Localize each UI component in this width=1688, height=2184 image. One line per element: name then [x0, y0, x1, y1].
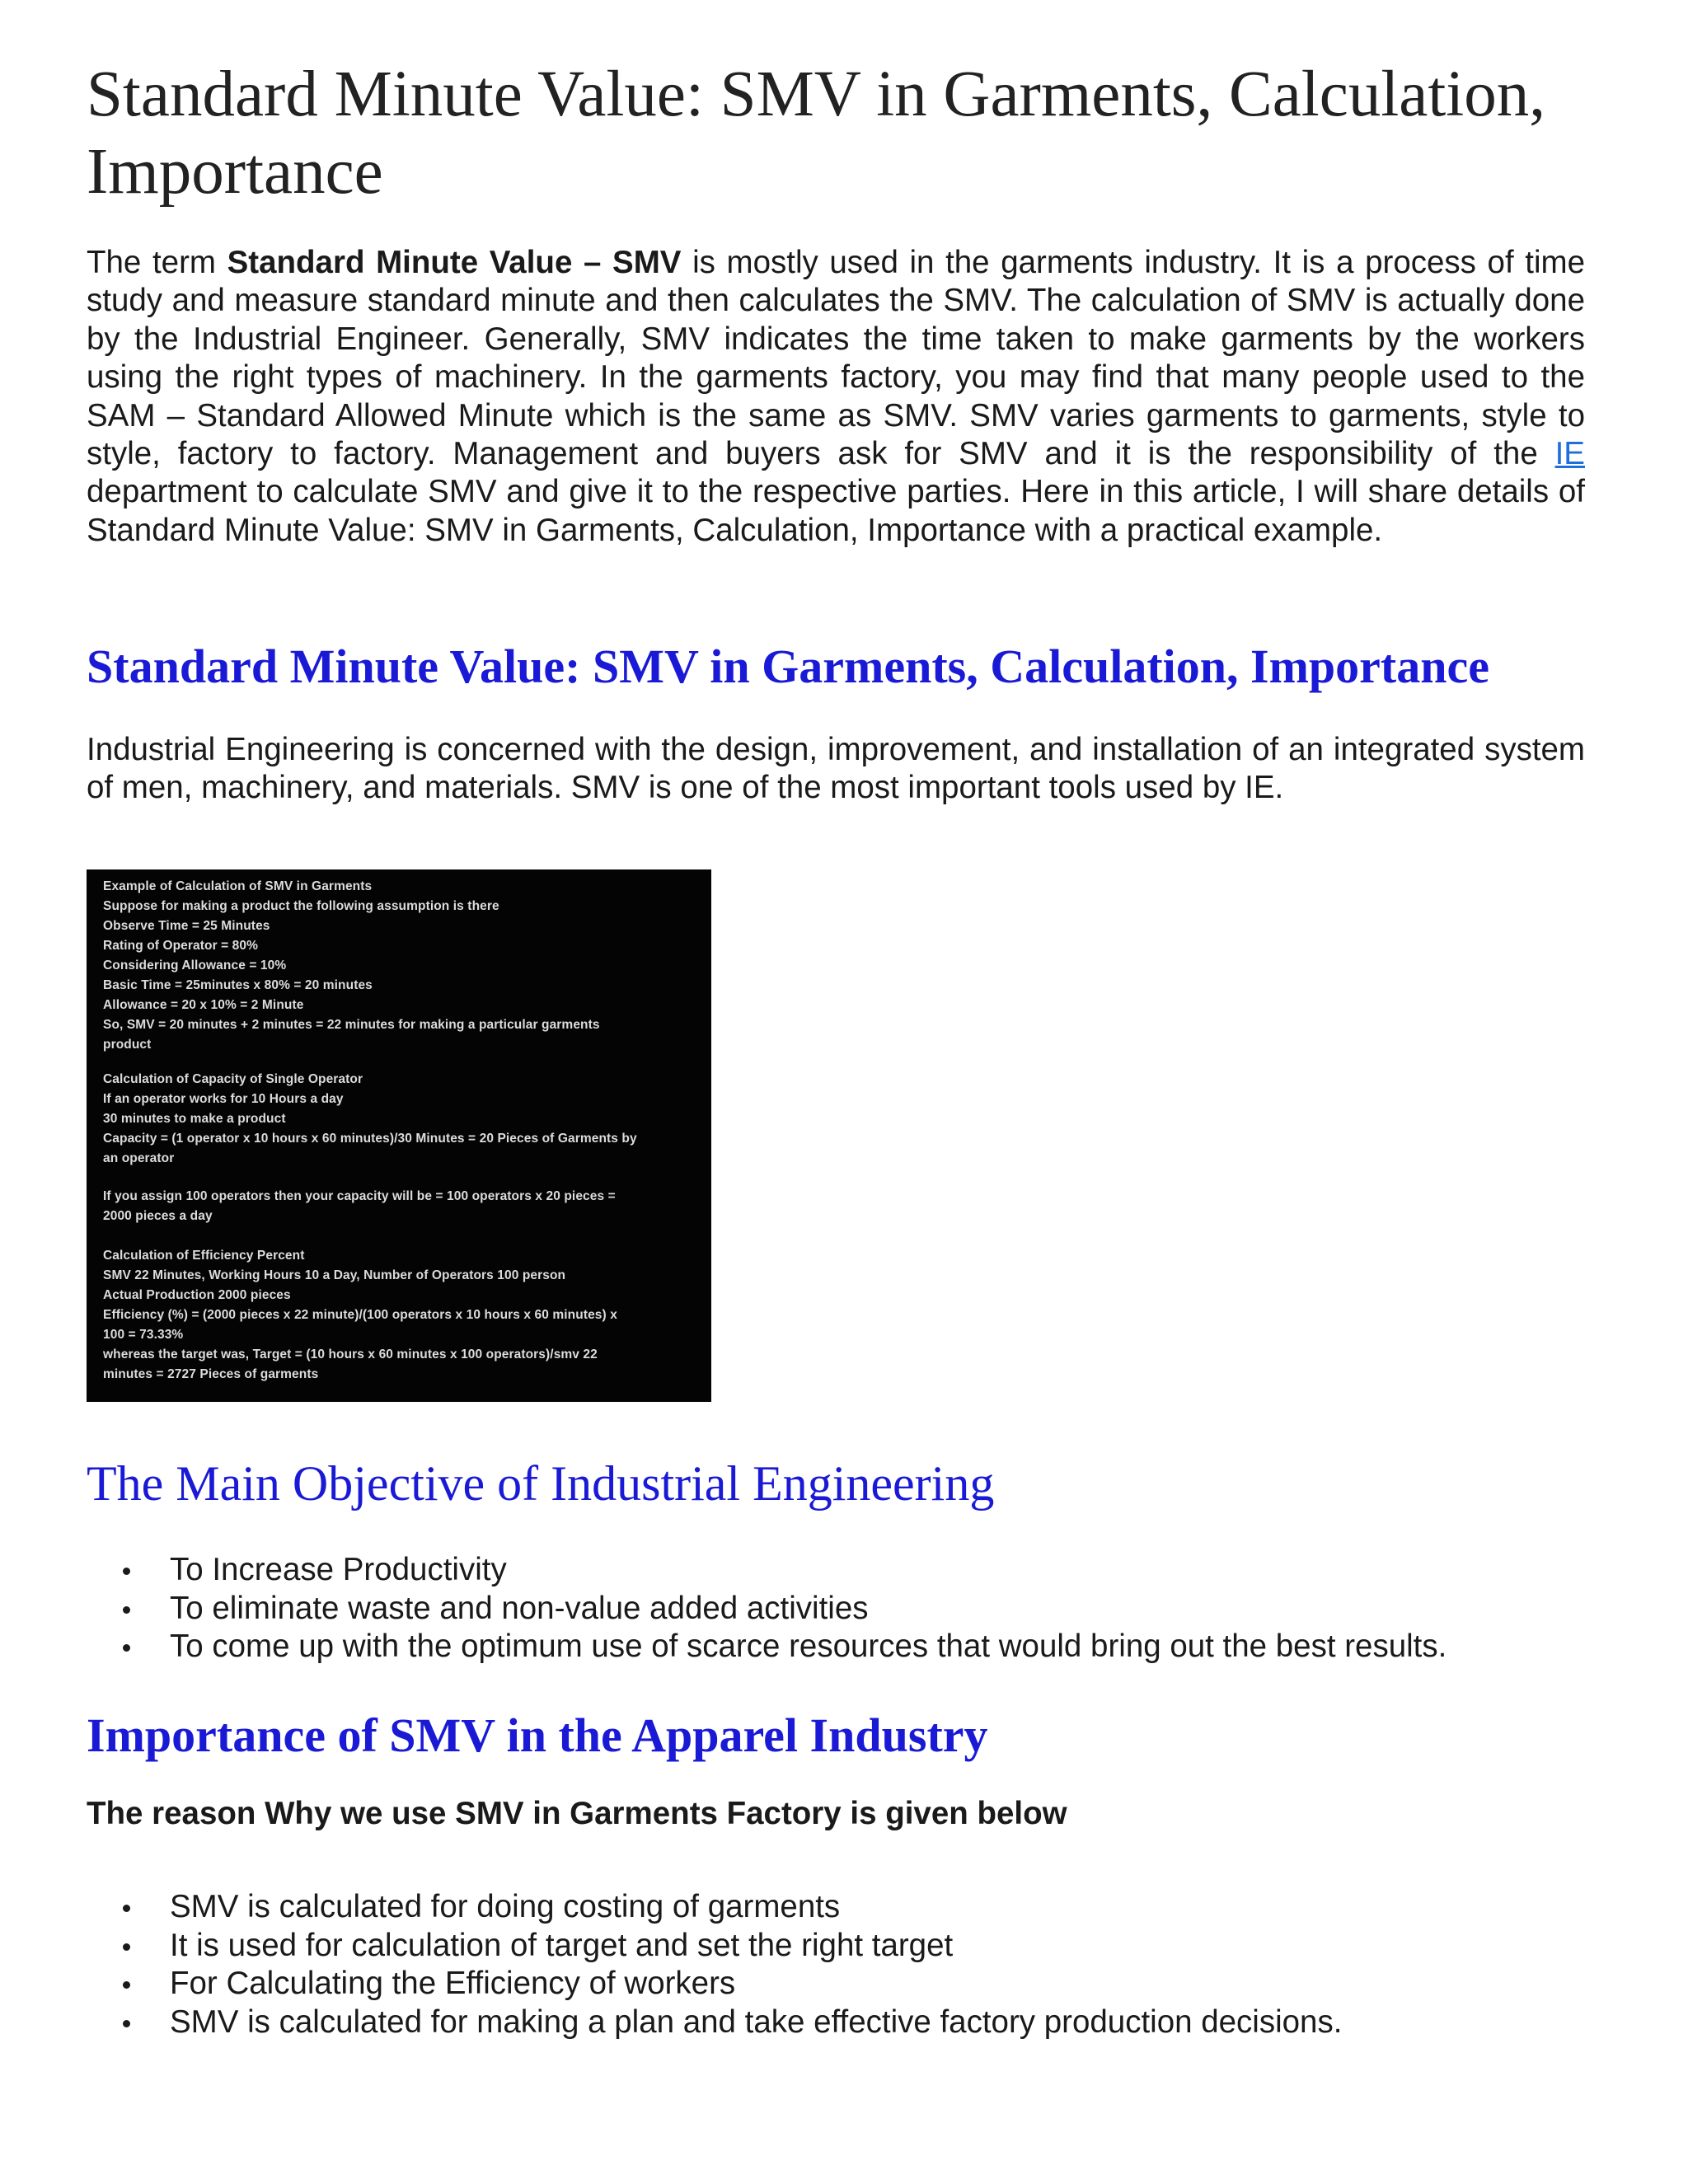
section-heading-smv: Standard Minute Value: SMV in Garments, Calculation, Importance — [87, 640, 1489, 693]
list-item: SMV is calculated for making a plan and take effective factory production decisions. — [87, 2004, 1342, 2042]
page-title: Standard Minute Value: SMV in Garments, Calculation, Importance — [87, 59, 1545, 208]
example-line: Calculation of Capacity of Single Operator — [103, 1072, 363, 1086]
intro-body-end: department to calculate SMV and give it to the respective parties. Here in this article, I will share details of Standard Minute Value: SMV in Garments, Calculation, Importance with a practical example. — [87, 474, 1585, 548]
example-line: whereas the target was, Target = (10 hours x 60 minutes x 100 operators)/smv 22 — [103, 1347, 598, 1361]
example-line: Calculation of Efficiency Percent — [103, 1249, 305, 1263]
example-line: Observe Time = 25 Minutes — [103, 919, 270, 933]
list-item: To Increase Productivity — [87, 1551, 1447, 1590]
example-line: If an operator works for 10 Hours a day — [103, 1092, 344, 1106]
list-item: For Calculating the Efficiency of workers — [87, 1965, 1342, 2004]
example-line: Efficiency (%) = (2000 pieces x 22 minute)/(100 operators x 10 hours x 60 minutes) x — [103, 1308, 617, 1322]
intro-body: is mostly used in the garments industry. It is a process of time study and measure standard minute and then calculates the SMV. The calculation of SMV is actually done by the Industrial Engineer. Generally, SMV indicates the time taken to make garments by the workers using the right types of machinery. In the garments factory, you may find that many people used to the SAM – Standard Allowed Minute which is the same as SMV. SMV varies garments to garments, style to style, factory to factory. Management and buyers ask for SMV and it is the responsibility of the — [87, 245, 1586, 472]
example-line: 100 = 73.33% — [103, 1328, 184, 1342]
example-line: Considering Allowance = 10% — [103, 958, 287, 972]
ie-link[interactable]: IE — [1554, 436, 1585, 472]
example-line: product — [103, 1038, 152, 1052]
intro-pre-term: The term — [87, 245, 227, 280]
section-heading-ie-objective: The Main Objective of Industrial Engineering — [87, 1456, 995, 1511]
example-line: an operator — [103, 1151, 175, 1165]
list-item: It is used for calculation of target and set the right target — [87, 1927, 1342, 1966]
importance-list — [87, 1888, 1342, 2041]
example-line: Allowance = 20 x 10% = 2 Minute — [103, 998, 304, 1012]
example-line: Capacity = (1 operator x 10 hours x 60 minutes)/30 Minutes = 20 Pieces of Garments by — [103, 1132, 637, 1146]
example-line: Suppose for making a product the following assumption is there — [103, 899, 499, 913]
list-item: To eliminate waste and non-value added activities — [87, 1590, 1447, 1629]
example-line: 2000 pieces a day — [103, 1209, 213, 1223]
list-item: SMV is calculated for doing costing of garments — [87, 1888, 1342, 1927]
example-line: Rating of Operator = 80% — [103, 939, 259, 953]
objective-list — [87, 1551, 1447, 1666]
example-line: So, SMV = 20 minutes + 2 minutes = 22 minutes for making a particular garments — [103, 1018, 600, 1032]
example-line: minutes = 2727 Pieces of garments — [103, 1367, 319, 1381]
intro-term: Standard Minute Value – SMV — [227, 245, 682, 280]
smv-example-image — [87, 869, 711, 1402]
example-line: SMV 22 Minutes, Working Hours 10 a Day, Number of Operators 100 person — [103, 1268, 566, 1282]
example-line: If you assign 100 operators then your capacity will be = 100 operators x 20 pieces = — [103, 1189, 616, 1203]
example-line: Actual Production 2000 pieces — [103, 1288, 291, 1302]
intro-paragraph — [87, 244, 1585, 550]
ie-paragraph: Industrial Engineering is concerned with the design, improvement, and installation of an integrated system of men, machinery, and materials. SMV is one of the most important tools used by IE. — [87, 732, 1585, 806]
reason-subheading: The reason Why we use SMV in Garments Factory is given below — [87, 1796, 1067, 1831]
example-line: 30 minutes to make a product — [103, 1112, 286, 1126]
section-heading-importance: Importance of SMV in the Apparel Industry — [87, 1708, 988, 1762]
list-item: To come up with the optimum use of scarce resources that would bring out the best results. — [87, 1628, 1447, 1666]
example-line: Basic Time = 25minutes x 80% = 20 minutes — [103, 978, 373, 992]
example-line: Example of Calculation of SMV in Garments — [103, 879, 373, 893]
